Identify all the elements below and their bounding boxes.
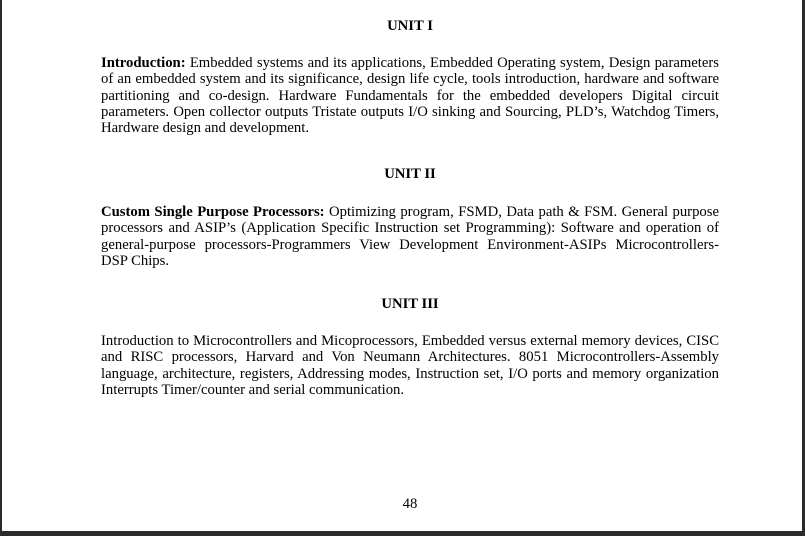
unit-1-lead: Introduction:	[101, 55, 186, 71]
unit-3-paragraph	[101, 333, 719, 398]
unit-1-heading: UNIT I	[387, 18, 433, 34]
unit-2-heading: UNIT II	[384, 166, 436, 182]
unit-2-lead: Custom Single Purpose Processors:	[101, 204, 325, 220]
unit-1-body: Embedded systems and its applications, Embedded Operating system, Design parameters of an embedded system and its significance, design life cycle, tools introduction, hardware and software partitioning and co-design. Hardware Fundamentals for the embedded developers Digital circuit parameters. Open collector outputs Tristate outputs I/O sinking and Sourcing, PLD’s, Watchdog Timers, Hardware design and development.	[101, 55, 719, 137]
page-number: 48	[402, 496, 418, 512]
unit-3-heading: UNIT III	[381, 296, 439, 312]
unit-2-paragraph	[101, 204, 719, 269]
unit-2-body: Optimizing program, FSMD, Data path & FSM. General purpose processors and ASIP’s (Application Specific Instruction set Programming): Software and operation of general-purpose processors-Programmers View Development Environment-ASIPs Microcontrollers- DSP Chips.	[101, 204, 719, 269]
unit-3-body: Introduction to Microcontrollers and Micoprocessors, Embedded versus external memory devices, CISC and RISC processors, Harvard and Von Neumann Architectures. 8051 Microcontrollers-Assembly language, architecture, registers, Addressing modes, Instruction set, I/O ports and memory organization Interrupts Timer/counter and serial communication.	[101, 333, 719, 398]
unit-1-paragraph	[101, 55, 719, 136]
